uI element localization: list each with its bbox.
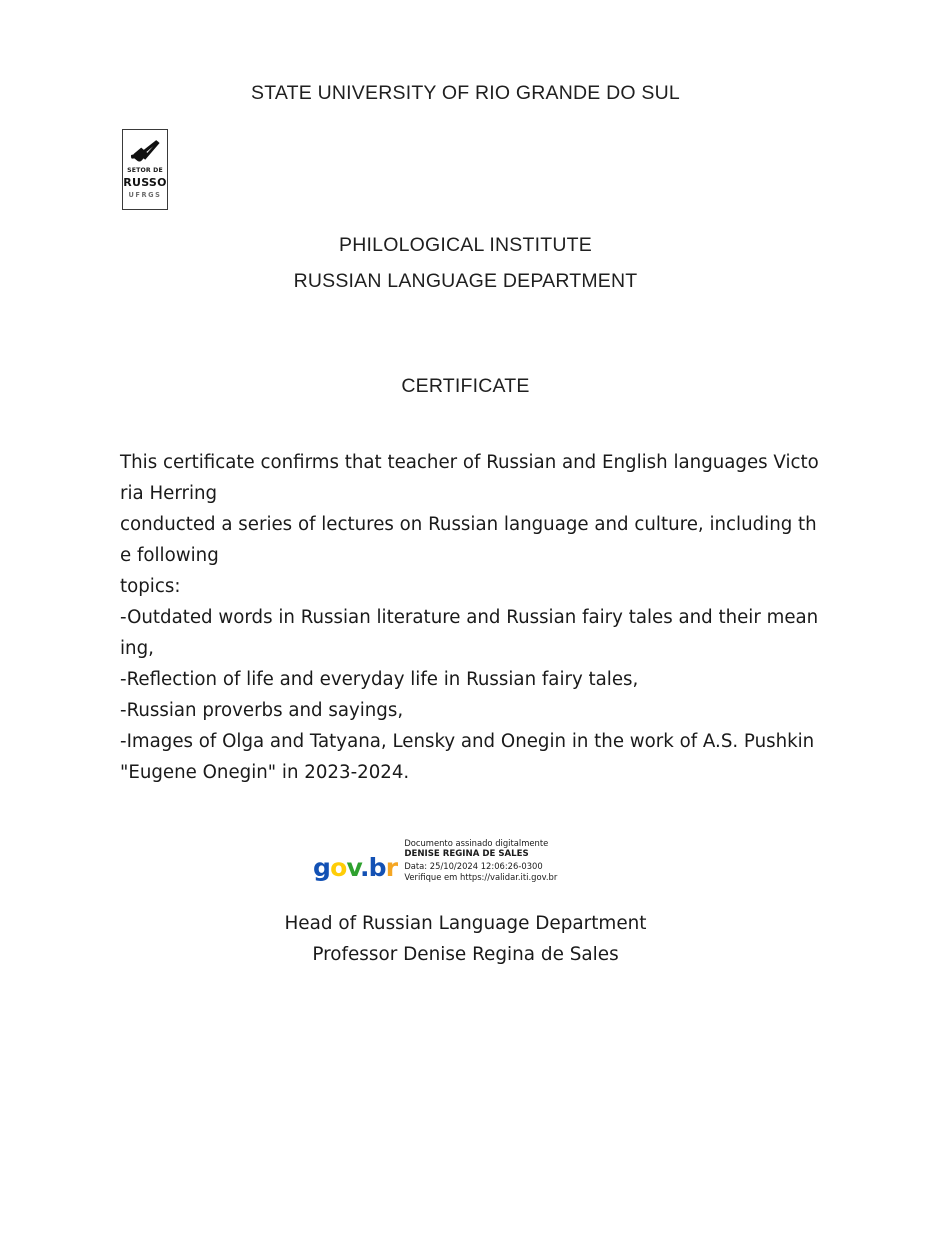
govbr-letter-g: g <box>313 853 331 883</box>
body-line: topics: <box>120 576 181 597</box>
govbr-letter-o: o <box>330 853 347 883</box>
signature-details <box>404 838 557 884</box>
logo-line-russo: RUSSO <box>123 176 167 190</box>
body-line: "Eugene Onegin" in 2023-2024. <box>120 762 410 783</box>
signature-heading: Documento assinado digitalmente <box>404 838 549 848</box>
body-line: -Images of Olga and Tatyana, Lensky and Onegin in the work of A.S. Pushkin <box>120 731 815 752</box>
megaphone-icon <box>128 138 162 166</box>
body-line: -Outdated words in Russian literature and Russian fairy tales and their mean <box>120 607 819 628</box>
certificate-title: CERTIFICATE <box>401 375 530 397</box>
govbr-logo <box>313 853 398 883</box>
university-header: STATE UNIVERSITY OF RIO GRANDE DO SUL <box>251 82 680 104</box>
certificate-body <box>120 447 820 788</box>
digital-signature-stamp <box>313 838 557 884</box>
govbr-dot: . <box>359 853 369 883</box>
signatory-role: Head of Russian Language Department <box>284 913 647 934</box>
signer-name: DENISE REGINA DE SALES <box>404 849 529 860</box>
body-line: -Reflection of life and everyday life in Russian fairy tales, <box>120 669 639 690</box>
logo-line-ufrgs: UFRGS <box>128 191 162 200</box>
body-line: ing, <box>120 638 154 659</box>
department-name: RUSSIAN LANGUAGE DEPARTMENT <box>293 270 638 292</box>
body-line: This certificate confirms that teacher of Russian and English languages Victo <box>120 452 819 473</box>
institute-name: PHILOLOGICAL INSTITUTE <box>339 234 592 256</box>
body-line: e following <box>120 545 219 566</box>
signature-verify-url: Verifique em https://validar.iti.gov.br <box>404 872 558 883</box>
govbr-letter-b: b <box>368 853 386 883</box>
govbr-letter-r: r <box>385 853 398 883</box>
body-line: -Russian proverbs and sayings, <box>120 700 404 721</box>
body-line: ria Herring <box>120 483 218 504</box>
logo-line-setor-de: SETOR DE <box>127 167 163 174</box>
govbr-letter-v: v <box>346 853 360 883</box>
body-line: conducted a series of lectures on Russian language and culture, including th <box>120 514 817 535</box>
ufrgs-russo-logo <box>122 129 168 210</box>
signatory-name: Professor Denise Regina de Sales <box>312 944 619 965</box>
signature-date: Data: 25/10/2024 12:06:26-0300 <box>404 860 543 871</box>
